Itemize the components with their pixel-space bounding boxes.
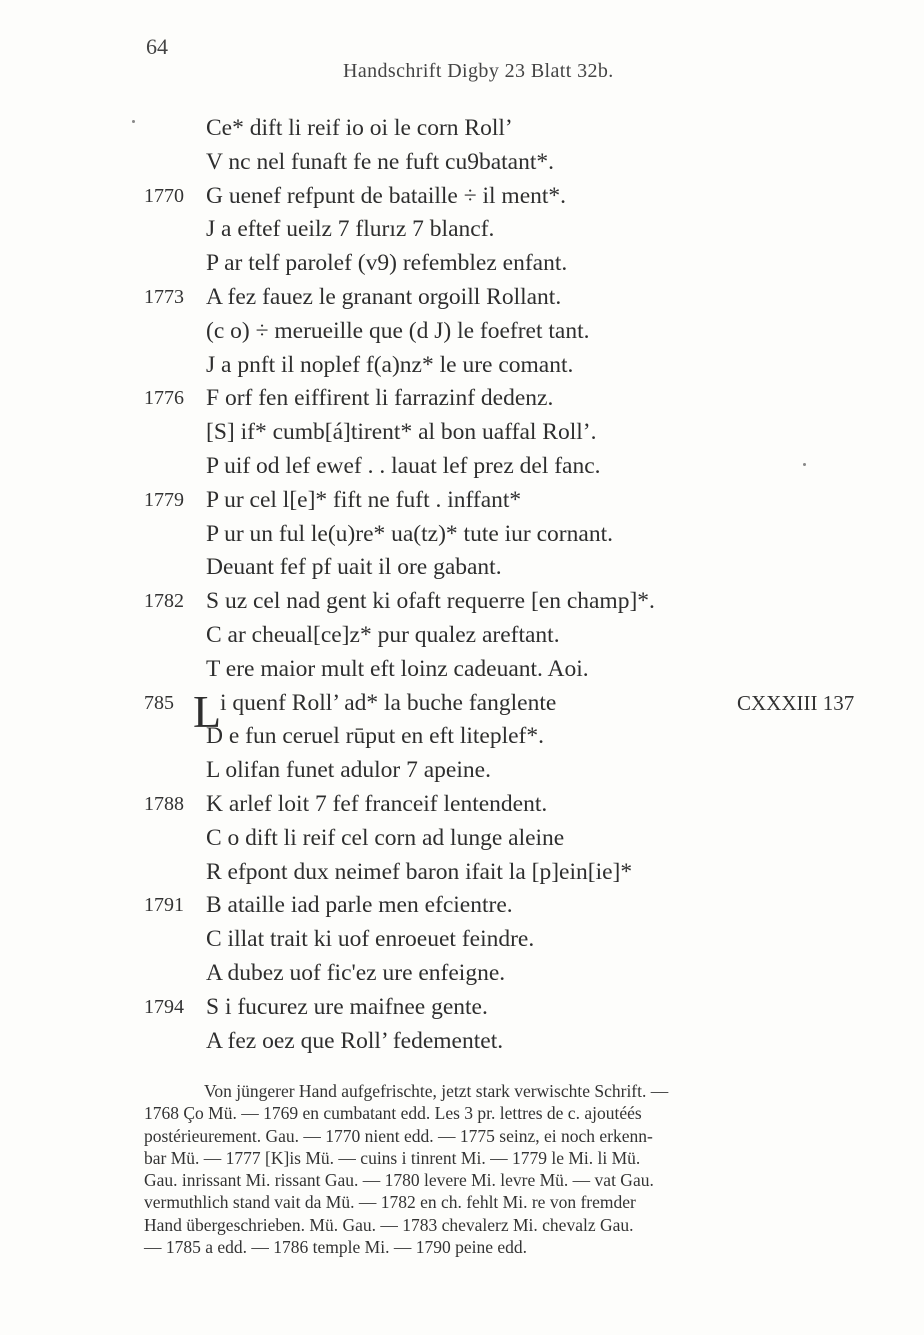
verse-line bbox=[0, 754, 924, 788]
running-header: Handschrift Digby 23 Blatt 32b. bbox=[343, 60, 614, 82]
verse-line bbox=[0, 484, 924, 518]
verse-line bbox=[0, 146, 924, 180]
footnote-line: 1768 Ço Mü. — 1769 en cumbatant edd. Les 3 pr. lettres de c. ajoutéés bbox=[144, 1103, 642, 1124]
verse-text: V nc nel funaft fe ne fuft cu9batant*. bbox=[206, 148, 555, 175]
verse-text: [S] if* cumb[á]tirent* al bon uaffal Roll’. bbox=[206, 419, 597, 446]
verse-line bbox=[0, 450, 924, 484]
line-number: 1773 bbox=[144, 285, 184, 308]
verse-text: J a eftef ueilz 7 flurız 7 blancf. bbox=[206, 216, 495, 243]
line-number: 1794 bbox=[144, 995, 184, 1018]
page-number: 64 bbox=[146, 34, 168, 59]
footnote-line: — 1785 a edd. — 1786 temple Mi. — 1790 peine edd. bbox=[144, 1237, 527, 1258]
verse-line bbox=[0, 315, 924, 349]
verse-text: S i fucurez ure maifnee gente. bbox=[206, 993, 488, 1020]
verse-text: J a pnft il noplef f(a)nz* le ure comant. bbox=[206, 351, 574, 378]
verse-text: P ar telf parolef (v9) refemblez enfant. bbox=[206, 250, 568, 277]
verse-line bbox=[0, 619, 924, 653]
verse-text: T ere maior mult eft loinz cadeuant. Aoi. bbox=[206, 655, 589, 682]
verse-line bbox=[0, 923, 924, 957]
footnote-line: Hand übergeschrieben. Mü. Gau. — 1783 chevalerz Mi. chevalz Gau. bbox=[144, 1214, 634, 1235]
verse-text: L olifan funet adulor 7 apeine. bbox=[206, 757, 491, 784]
footnote-line: bar Mü. — 1777 [K]is Mü. — cuins i tinrent Mi. — 1779 le Mi. li Mü. bbox=[144, 1147, 641, 1168]
verse-line bbox=[0, 991, 924, 1025]
verse-text: C illat trait ki uof enroeuet feindre. bbox=[206, 926, 535, 953]
verse-line bbox=[0, 1025, 924, 1059]
verse-line bbox=[0, 112, 924, 146]
line-number: 1779 bbox=[144, 488, 184, 511]
verse-line bbox=[0, 382, 924, 416]
verse-line bbox=[0, 416, 924, 450]
verse-line bbox=[0, 653, 924, 687]
verse-line bbox=[0, 720, 924, 754]
verse-text: R efpont dux neimef baron ifait la [p]ein[ie]* bbox=[206, 858, 633, 885]
verse-text: K arlef loit 7 fef franceif lentendent. bbox=[206, 790, 548, 817]
verse-text: C ar cheual[ce]z* pur qualez areftant. bbox=[206, 621, 560, 648]
verse-text: F orf fen eiffirent li farrazinf dedenz. bbox=[206, 385, 554, 412]
verse-text: B ataille iad parle men efcientre. bbox=[206, 892, 513, 919]
verse-line bbox=[0, 889, 924, 923]
footnote-line: Gau. inrissant Mi. rissant Gau. — 1780 levere Mi. levre Mü. — vat Gau. bbox=[144, 1170, 654, 1191]
verse-text: i quenf Roll’ ad* la buche fanglente bbox=[220, 689, 557, 716]
verse-line bbox=[0, 822, 924, 856]
line-number: 1770 bbox=[144, 184, 184, 207]
verse-text: P ur cel l[e]* fift ne fuft . inffant* bbox=[206, 486, 522, 513]
verse-text: Ce* dift li reif io oi le corn Roll’ bbox=[206, 115, 513, 141]
verse-line bbox=[0, 213, 924, 247]
verse-line bbox=[0, 585, 924, 619]
verse-text: Deuant fef pf uait il ore gabant. bbox=[206, 554, 502, 581]
verse-line bbox=[0, 518, 924, 552]
line-number: 1788 bbox=[144, 792, 184, 815]
line-number: 1776 bbox=[144, 387, 184, 410]
decorated-initial: L bbox=[193, 685, 222, 737]
verse-line bbox=[0, 281, 924, 315]
verse-text: A dubez uof fic'ez ure enfeigne. bbox=[206, 959, 506, 986]
verse-text: P uif od lef ewef . . lauat lef prez del fanc. bbox=[206, 452, 601, 479]
footnotes bbox=[144, 1080, 894, 1258]
verse-text: A fez fauez le granant orgoill Rollant. bbox=[206, 283, 562, 310]
line-number: 785 bbox=[144, 691, 174, 714]
verse-line bbox=[0, 349, 924, 383]
verse-text: D e fun ceruel rūput en eft liteplef*. bbox=[206, 723, 544, 750]
verse-line bbox=[0, 788, 924, 822]
footnote-line: Von jüngerer Hand aufgefrischte, jetzt stark verwischte Schrift. — bbox=[204, 1081, 669, 1101]
line-number: 1782 bbox=[144, 590, 184, 613]
footnote-line: postérieurement. Gau. — 1770 nient edd. — 1775 seinz, ei noch erkenn- bbox=[144, 1125, 653, 1146]
verse-line bbox=[0, 856, 924, 890]
verse-line bbox=[0, 551, 924, 585]
verse-text: P ur un ful le(u)re* ua(tz)* tute iur cornant. bbox=[206, 520, 613, 547]
verse-line bbox=[0, 957, 924, 991]
verse-text: (c o) ÷ merueille que (d J) le foefret tant. bbox=[206, 317, 590, 344]
verse-text: C o dift li reif cel corn ad lunge aleine bbox=[206, 824, 565, 851]
verse-text: A fez oez que Roll’ fedementet. bbox=[206, 1027, 504, 1054]
verse-line bbox=[0, 180, 924, 214]
line-number: 1791 bbox=[144, 894, 184, 917]
verse-line bbox=[0, 247, 924, 281]
footnote-line: vermuthlich stand vait da Mü. — 1782 en ch. fehlt Mi. re von fremder bbox=[144, 1192, 636, 1213]
verse-block bbox=[0, 112, 924, 1058]
verse-text: G uenef refpunt de bataille ÷ il ment*. bbox=[206, 182, 567, 209]
verse-text: S uz cel nad gent ki ofaft requerre [en champ]*. bbox=[206, 588, 655, 615]
laisse-number: CXXXIII 137 bbox=[737, 690, 855, 715]
